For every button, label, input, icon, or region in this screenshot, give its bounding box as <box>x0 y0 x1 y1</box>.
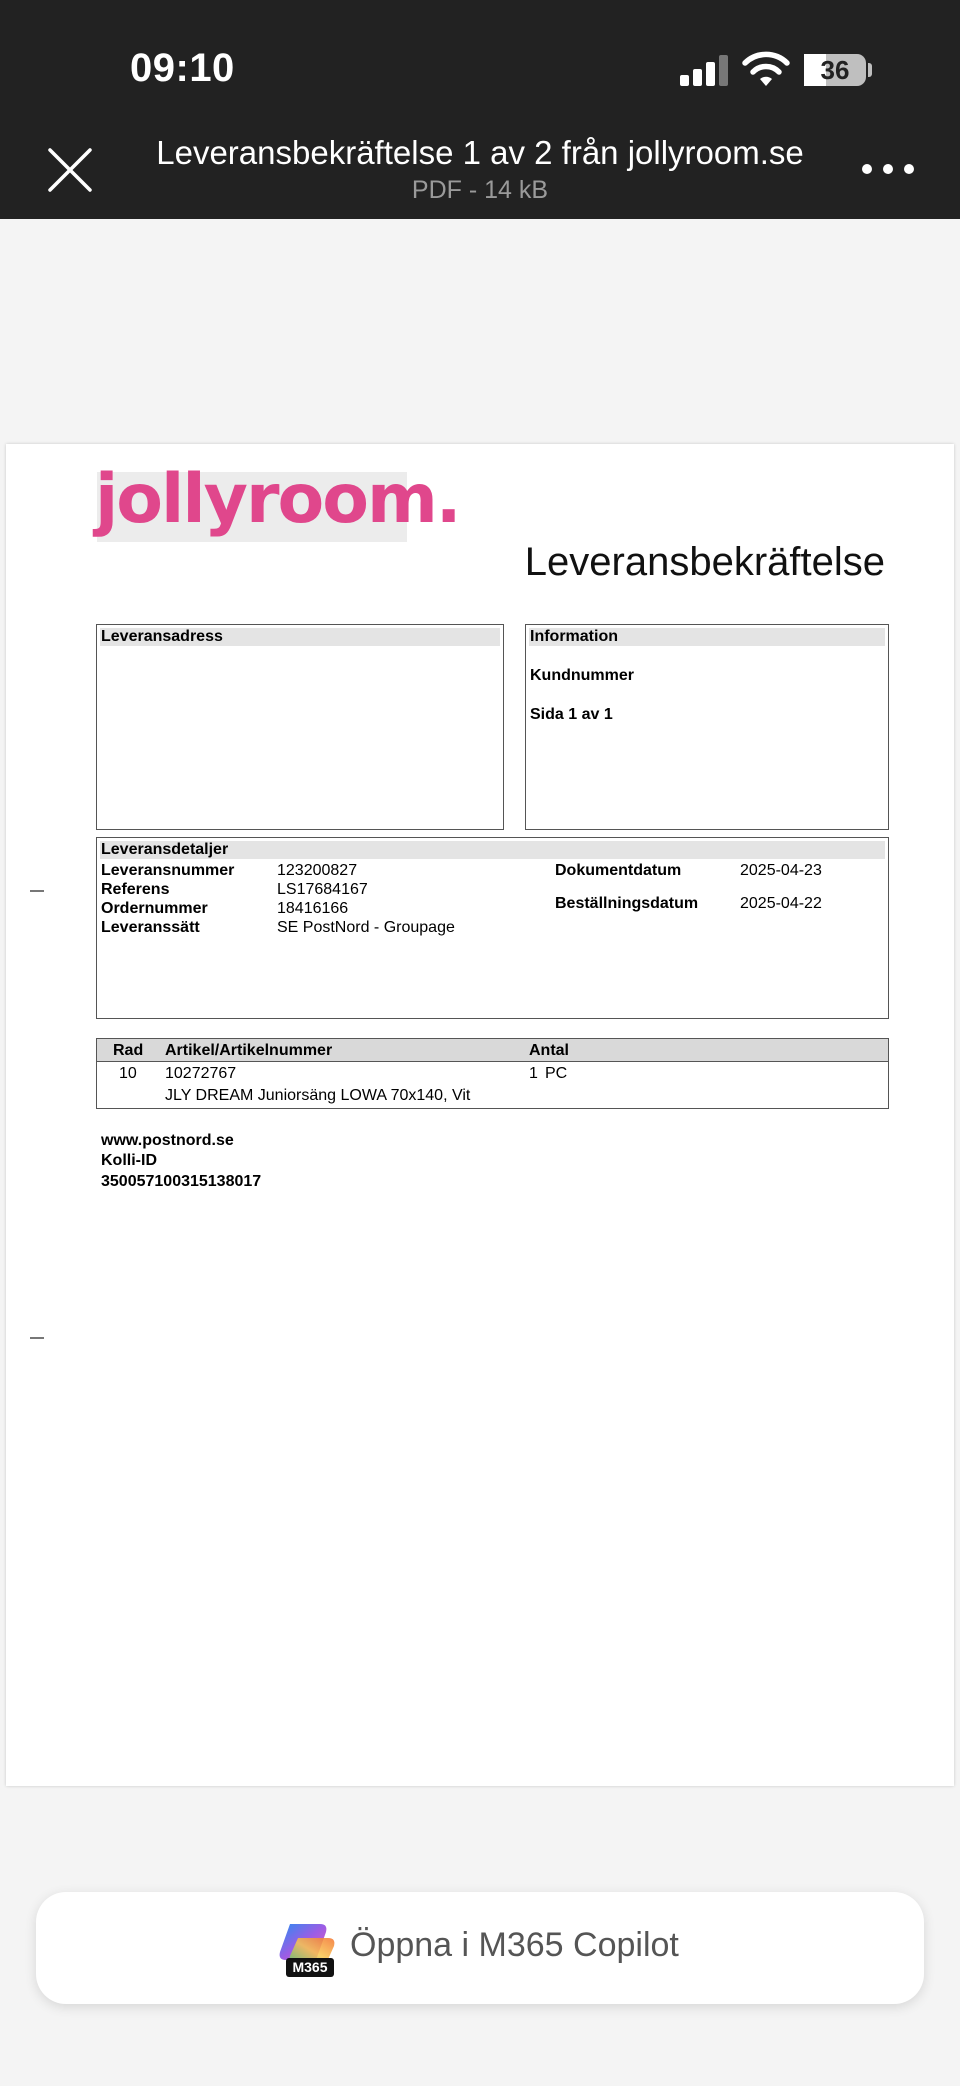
order-number-value: 18416166 <box>277 900 349 917</box>
cellular-signal-icon <box>680 54 730 86</box>
row-number: 10 <box>119 1065 137 1082</box>
kolli-id-value: 350057100315138017 <box>101 1173 262 1190</box>
battery-icon <box>804 54 866 86</box>
information-box <box>525 624 889 830</box>
delivery-details-box <box>96 837 889 1019</box>
m365-copilot-icon <box>276 1918 338 1980</box>
document-date-label: Dokumentdatum <box>555 862 682 879</box>
reference-value: LS17684167 <box>277 881 368 898</box>
open-in-copilot-button[interactable] <box>36 1892 924 2004</box>
article-number: 10272767 <box>165 1065 237 1082</box>
battery-level: 36 <box>820 55 850 85</box>
items-table <box>96 1038 889 1109</box>
delivery-method-value: SE PostNord - Groupage <box>277 919 455 936</box>
document-heading: Leveransbekräftelse <box>524 540 885 584</box>
margin-mark <box>30 890 44 892</box>
order-date-label: Beställningsdatum <box>555 895 699 912</box>
order-number-label: Ordernummer <box>101 900 208 917</box>
more-options-icon[interactable] <box>860 150 916 190</box>
battery-cap <box>868 63 872 77</box>
delivery-number-value: 123200827 <box>277 862 358 879</box>
quantity-value: 1 <box>529 1065 538 1082</box>
delivery-number-label: Leveransnummer <box>101 862 235 879</box>
information-title: Information <box>529 628 885 646</box>
document-subtitle: PDF - 14 kB <box>411 176 549 204</box>
m365-badge-text: M365 <box>292 1959 328 1975</box>
pdf-page[interactable] <box>6 444 954 1786</box>
close-icon[interactable] <box>44 144 96 196</box>
article-description: JLY DREAM Juniorsäng LOWA 70x140, Vit <box>165 1087 471 1104</box>
open-in-copilot-label: Öppna i M365 Copilot <box>350 1926 679 1964</box>
order-date-value: 2025-04-22 <box>740 895 822 912</box>
column-header-quantity: Antal <box>529 1042 569 1059</box>
kolli-id-label: Kolli-ID <box>101 1152 157 1169</box>
carrier-website: www.postnord.se <box>101 1132 234 1149</box>
status-time: 09:10 <box>130 46 235 90</box>
customer-number-label: Kundnummer <box>530 667 634 684</box>
quantity-unit: PC <box>545 1065 568 1082</box>
margin-mark <box>30 1337 44 1339</box>
top-bar <box>0 0 960 219</box>
page-info: Sida 1 av 1 <box>530 706 613 723</box>
delivery-address-title: Leveransadress <box>100 628 500 646</box>
jollyroom-logo: jollyroom. <box>97 472 407 542</box>
document-date-value: 2025-04-23 <box>740 862 822 879</box>
delivery-details-title: Leveransdetaljer <box>100 841 885 859</box>
table-header <box>97 1039 888 1062</box>
column-header-rad: Rad <box>113 1042 144 1059</box>
delivery-method-label: Leveranssätt <box>101 919 200 936</box>
delivery-address-box <box>96 624 504 830</box>
reference-label: Referens <box>101 881 170 898</box>
wifi-icon <box>742 50 790 88</box>
column-header-article: Artikel/Artikelnummer <box>165 1042 333 1059</box>
document-title: Leveransbekräftelse 1 av 2 från jollyroom.se <box>156 134 804 171</box>
